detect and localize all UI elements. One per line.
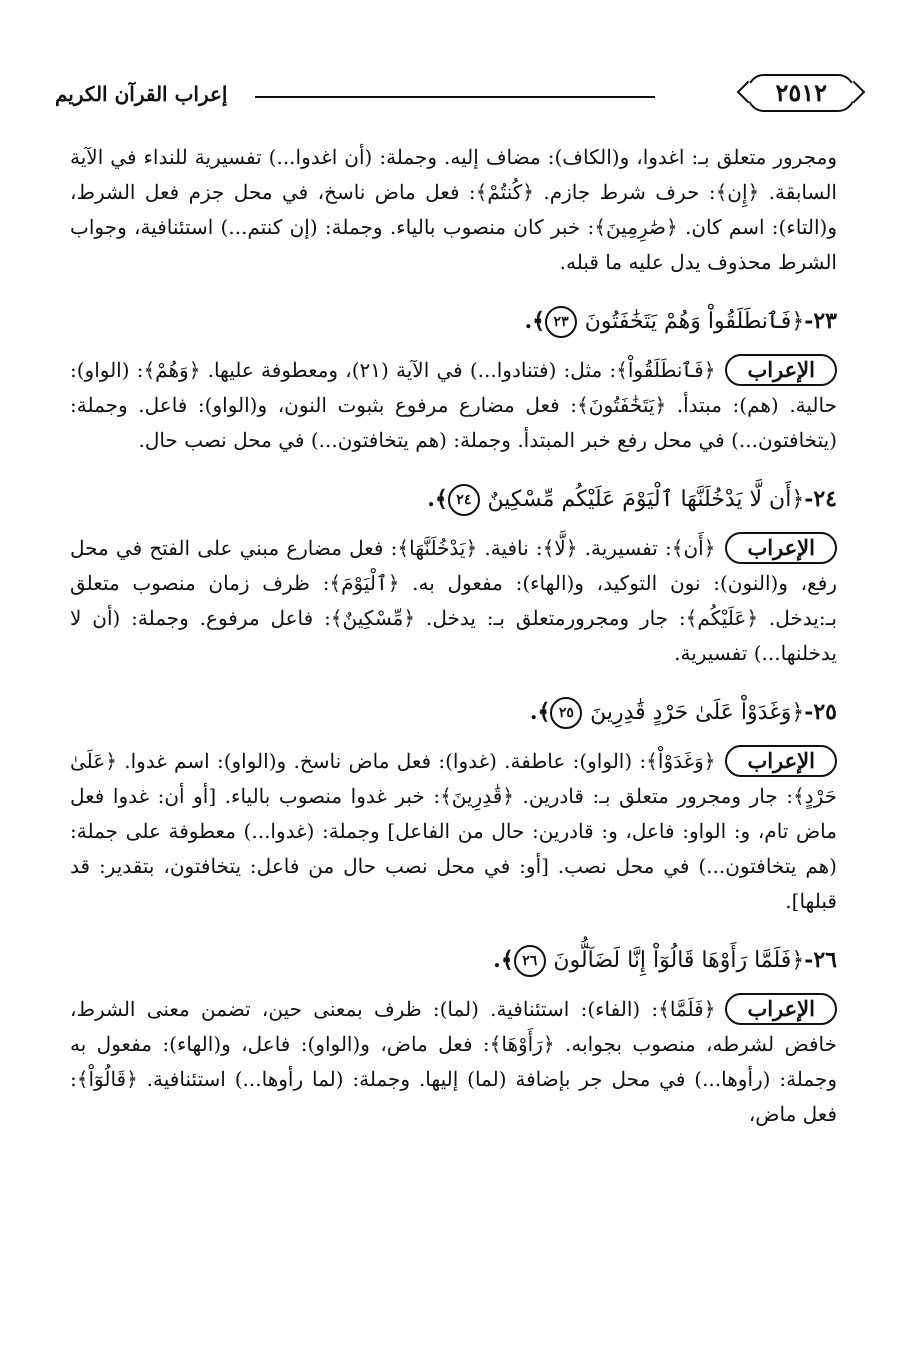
page-content xyxy=(70,140,837,1132)
analysis-text: ﴿أَن﴾: تفسيرية. ﴿لَّا﴾: نافية. ﴿يَدْخُلَنَّهَا﴾: فعل مضارع مبني على الفتح في محل رفع، و(النون): نون التوكيد، و(الهاء): مفعول به. ﴿ٱلْيَوْمَ﴾: ظرف زمان منصوب متعلق بـ:يدخل. ﴿عَلَيْكُم﴾: جار ومجرورمتعلق بـ: يدخل. ﴿مِّسْكِينٌ﴾: فاعل مرفوع. وجملة: (أن لا يدخلنها...) تفسيرية. xyxy=(70,536,838,665)
ayah-marker: ٢٤ xyxy=(448,484,480,516)
ayah-marker: ٢٣ xyxy=(545,306,577,338)
i3rab-label: الإعراب xyxy=(725,745,837,777)
verse-text: ﴿أَن لَّا يَدْخُلَنَّهَا ٱلْيَوْمَ عَلَيْكُم مِّسْكِينٌ xyxy=(487,487,805,512)
verse-end: ﴾. xyxy=(493,947,514,973)
verse-end: ﴾. xyxy=(427,486,448,512)
verse-number: ٢٤- xyxy=(804,486,837,512)
analysis-text: ﴿وَغَدَوْاْ﴾: (الواو): عاطفة. (غدوا): فعل ماض ناسخ. و(الواو): اسم غدوا. ﴿عَلَىٰ حَرْدٍ﴾: جار ومجرور متعلق بـ: قادرين. ﴿قَٰدِرِينَ﴾: خبر غدوا منصوب بالياء. [أو أن: غدوا فعل ماض تام، و: الواو: فاعل، و: قادرين: حال من الفاعل] وجملة: (غدوا...) معطوفة على جملة: (هم يتخافتون...) في محل نصب. [أو: في محل نصب حال من فاعل: يتخافتون، بتقدير: قد قبلها]. xyxy=(70,749,837,913)
analysis-paragraph xyxy=(70,992,837,1132)
section-23 xyxy=(70,302,837,458)
analysis-paragraph xyxy=(70,531,837,671)
analysis-paragraph xyxy=(70,353,837,458)
intro-paragraph: ومجرور متعلق بـ: اغدوا، و(الكاف): مضاف إليه. وجملة: (أن اغدوا...) تفسيرية للنداء في الآية السابقة. ﴿إِن﴾: حرف شرط جازم. ﴿كُنتُمْ﴾: فعل ماض ناسخ، في محل جزم فعل الشرط، و(التاء): اسم كان. ﴿صَٰرِمِينَ﴾: خبر كان منصوب بالياء. وجملة: (إن كنتم...) استئنافية، وجواب الشرط محذوف يدل عليه ما قبله. xyxy=(70,145,837,274)
verse-line xyxy=(70,480,837,519)
ayah-marker: ٢٦ xyxy=(514,945,546,977)
header-rule xyxy=(255,96,655,98)
analysis-paragraph xyxy=(70,744,837,919)
verse-end: ﴾. xyxy=(524,308,546,334)
verse-text: ﴿فَلَمَّا رَأَوْهَا قَالُوٓاْ إِنَّا لَضَآلُّونَ xyxy=(553,948,805,973)
analysis-text: ﴿فَلَمَّا﴾: (الفاء): استئنافية. (لما): ظرف بمعنى حين، تضمن معنى الشرط، خافض لشرطه، منصوب بجوابه. ﴿رَأَوْهَا﴾: فعل ماض، و(الواو): فاعل، و(الهاء): مفعول به وجملة: (رأوها...) في محل جر بإضافة (لما) إليها. وجملة: (لما رأوها...) استئنافية. ﴿قَالُوٓاْ﴾: فعل ماض، xyxy=(70,997,837,1126)
page-number: ٢٥١٢ xyxy=(747,74,855,112)
verse-number: ٢٣- xyxy=(804,308,837,334)
i3rab-label: الإعراب xyxy=(725,532,837,564)
verse-line xyxy=(70,693,837,732)
section-26 xyxy=(70,941,837,1132)
verse-text: ﴿وَغَدَوْاْ عَلَىٰ حَرْدٍ قَٰدِرِينَ xyxy=(590,700,805,725)
verse-line xyxy=(70,941,837,980)
i3rab-label: الإعراب xyxy=(725,354,837,386)
book-title: إعراب القرآن الكريم xyxy=(55,82,228,106)
verse-line xyxy=(70,302,837,341)
verse-end: ﴾. xyxy=(529,699,551,725)
ayah-marker: ٢٥ xyxy=(550,697,582,729)
analysis-text: ﴿فَٱنطَلَقُواْ﴾: مثل: (فتنادوا...) في الآية (٢١)، ومعطوفة عليها. ﴿وَهُمْ﴾: (الواو): حالية. (هم): مبتدأ. ﴿يَتَخَٰفَتُونَ﴾: فعل مضارع مرفوع بثبوت النون، و(الواو): فاعل. وجملة: (يتخافتون...) في محل رفع خبر المبتدأ. وجملة: (هم يتخافتون...) في محل نصب حال. xyxy=(70,358,837,452)
verse-number: ٢٥- xyxy=(804,699,837,725)
verse-text: ﴿فَٱنطَلَقُواْ وَهُمْ يَتَخَٰفَتُونَ xyxy=(584,309,805,334)
i3rab-label: الإعراب xyxy=(725,993,837,1025)
section-25 xyxy=(70,693,837,919)
section-24 xyxy=(70,480,837,671)
page-header xyxy=(55,70,855,118)
verse-number: ٢٦- xyxy=(804,947,837,973)
